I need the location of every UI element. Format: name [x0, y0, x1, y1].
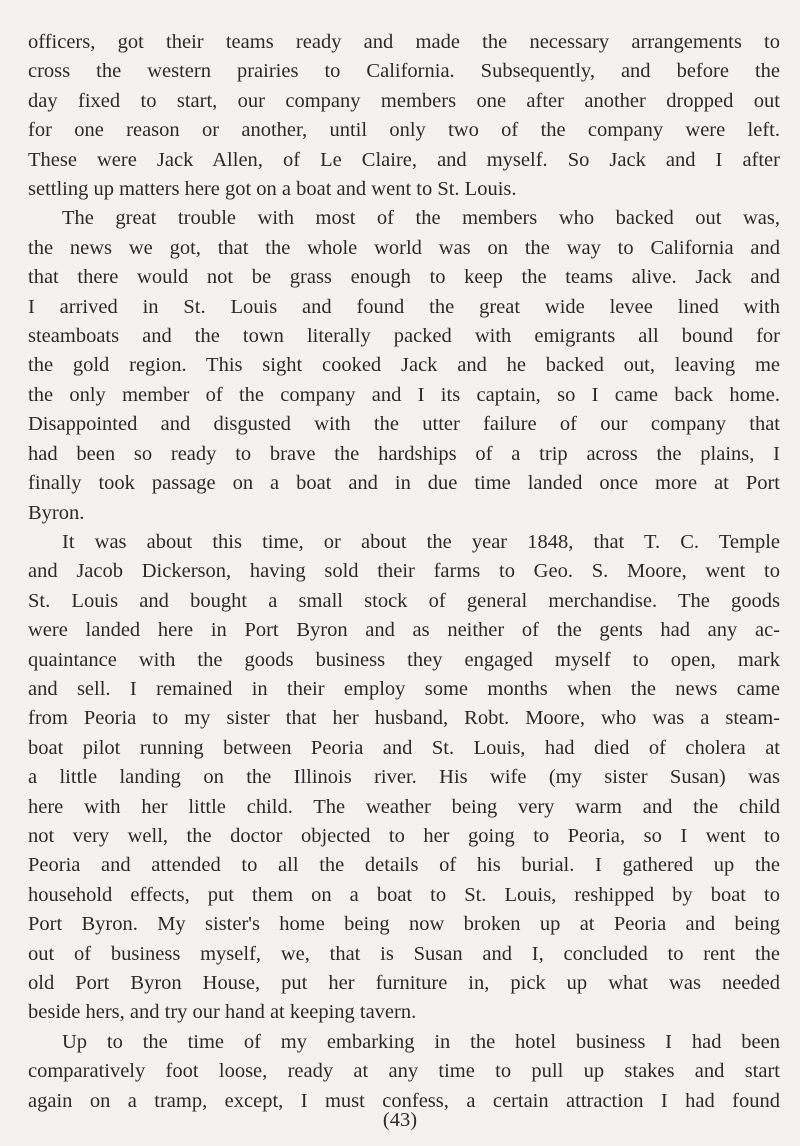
paragraph-3 — [28, 528, 780, 1028]
text-line: officers, got their teams ready and made the necessary arrangements to — [28, 31, 780, 53]
text-line: quaintance with the goods business they engaged myself to open, mark — [28, 648, 780, 671]
text-line: These were Jack Allen, of Le Claire, and myself. So Jack and I after — [28, 148, 780, 171]
body-text — [28, 28, 780, 1116]
text-line: Byron. — [28, 501, 85, 524]
text-line: St. Louis and bought a small stock of general merchandise. The goods — [28, 589, 780, 612]
text-line: Up to the time of my embarking in the hotel business I had been — [62, 1030, 780, 1053]
page-number: (43) — [382, 1109, 418, 1131]
text-line: I arrived in St. Louis and found the great wide levee lined with — [28, 295, 780, 318]
text-line: had been so ready to brave the hardships of a trip across the plains, I — [28, 442, 780, 465]
text-line: boat pilot running between Peoria and St. Louis, had died of cholera at — [28, 736, 780, 759]
paragraph-4 — [28, 1028, 780, 1116]
text-line: not very well, the doctor objected to her going to Peoria, so I went to — [28, 824, 780, 847]
paragraph-1 — [28, 28, 780, 204]
text-line: finally took passage on a boat and in due time landed once more at Port — [28, 472, 780, 495]
text-line: here with her little child. The weather being very warm and the child — [28, 795, 780, 818]
text-line: steamboats and the town literally packed with emigrants all bound for — [28, 325, 780, 348]
text-line: that there would not be grass enough to keep the teams alive. Jack and — [28, 266, 780, 289]
text-line: old Port Byron House, put her furniture in, pick up what was needed — [28, 972, 780, 994]
text-line: settling up matters here got on a boat and went to St. Louis. — [28, 178, 517, 201]
text-line: It was about this time, or about the year 1848, that T. C. Temple — [62, 530, 780, 553]
text-line: the gold region. This sight cooked Jack and he backed out, leaving me — [28, 354, 780, 377]
text-line: the news we got, that the whole world was on the way to California and — [28, 236, 780, 259]
text-line: Disappointed and disgusted with the utter failure of our company that — [28, 413, 780, 436]
text-line: comparatively foot loose, ready at any time to pull up stakes and start — [28, 1060, 780, 1083]
text-line: household effects, put them on a boat to St. Louis, reshipped by boat to — [28, 883, 780, 906]
text-line: a little landing on the Illinois river. His wife (my sister Susan) was — [28, 766, 780, 789]
text-line: the only member of the company and I its captain, so I came back home. — [28, 383, 780, 406]
text-line: Peoria and attended to all the details of his burial. I gathered up the — [28, 854, 780, 877]
text-line: and Jacob Dickerson, having sold their farms to Geo. S. Moore, went to — [28, 560, 780, 583]
text-line: were landed here in Port Byron and as neither of the gents had any ac- — [28, 619, 780, 642]
text-line: for one reason or another, until only two of the company were left. — [28, 119, 780, 142]
text-line: again on a tramp, except, I must confess, a certain attraction I had found — [28, 1089, 780, 1112]
text-line: day fixed to start, our company members one after another dropped out — [28, 89, 780, 112]
text-line: beside hers, and try our hand at keeping tavern. — [28, 1001, 417, 1024]
paragraph-2 — [28, 204, 780, 527]
text-line: out of business myself, we, that is Susan and I, concluded to rent the — [28, 942, 780, 965]
text-line: and sell. I remained in their employ some months when the news came — [28, 677, 780, 700]
text-line: The great trouble with most of the members who backed out was, — [62, 207, 780, 230]
text-line: cross the western prairies to California. Subsequently, and before the — [28, 60, 780, 83]
text-line: from Peoria to my sister that her husband, Robt. Moore, who was a steam- — [28, 707, 780, 730]
text-line: Port Byron. My sister's home being now broken up at Peoria and being — [28, 913, 780, 936]
